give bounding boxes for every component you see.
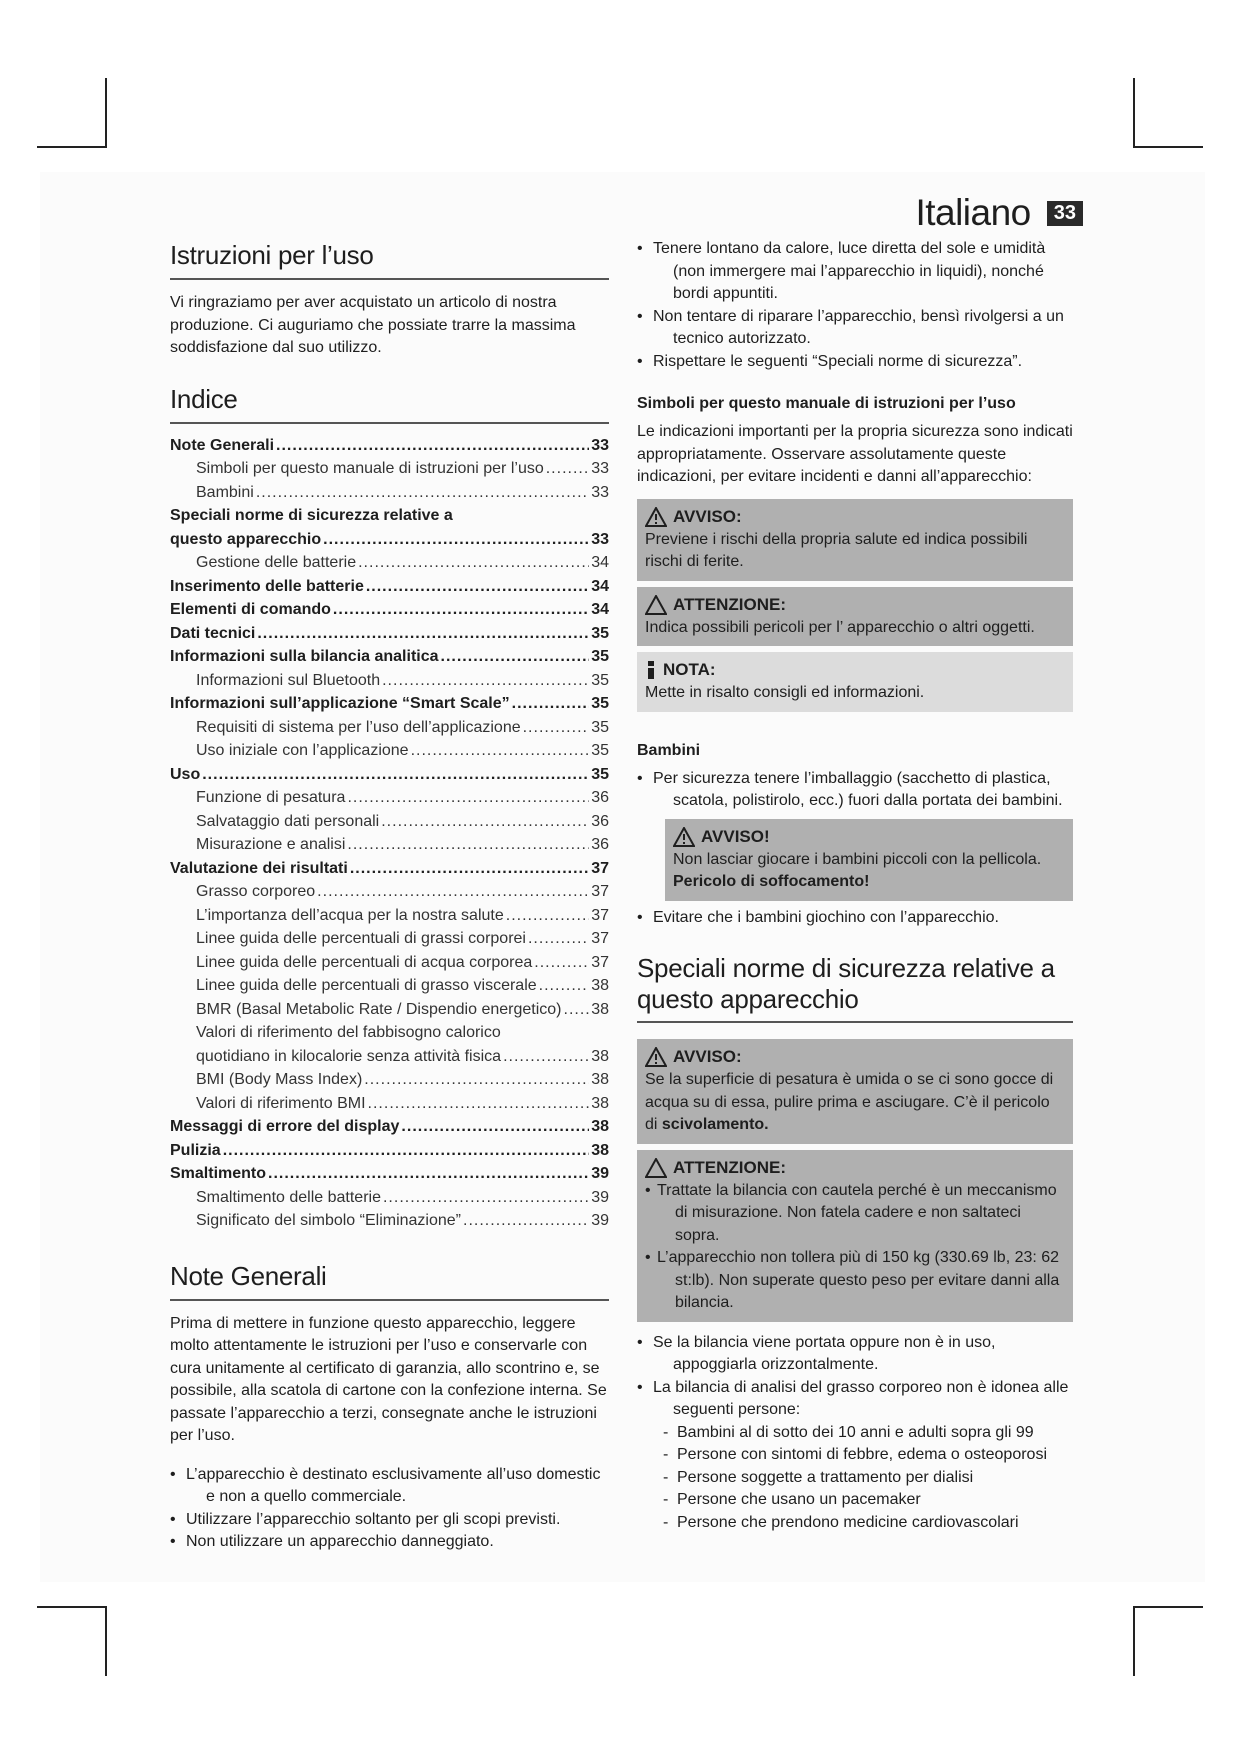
children-warning-emphasis: Pericolo di soffocamento! bbox=[673, 873, 870, 890]
toc-entry-title: Dati tecnici bbox=[170, 624, 256, 642]
toc-entry bbox=[170, 880, 609, 904]
toc-entry bbox=[170, 457, 609, 481]
toc-page-number: 38 bbox=[591, 1141, 609, 1159]
toc-entry-title: quotidiano in kilocalorie senza attività fisica bbox=[196, 1047, 502, 1065]
toc-entry bbox=[170, 645, 609, 669]
toc-entry-title: Linee guida delle percentuali di acqua corporea bbox=[196, 953, 533, 971]
crop-mark bbox=[1133, 1606, 1135, 1676]
toc-page-number: 35 bbox=[591, 624, 609, 642]
toc-leader-dots bbox=[256, 481, 589, 505]
toc-leader-dots bbox=[358, 551, 589, 575]
toc-page-number: 36 bbox=[591, 812, 609, 830]
toc-leader-dots bbox=[368, 1092, 590, 1116]
crop-mark bbox=[1133, 1606, 1203, 1608]
caution-icon bbox=[645, 1158, 667, 1178]
toc-entry-title: Linee guida delle percentuali di grasso viscerale bbox=[196, 977, 537, 994]
special-caution-box bbox=[637, 1150, 1073, 1322]
toc-entry bbox=[170, 951, 609, 975]
list-item: • Se la bilancia viene portata oppure non è in uso, appoggiarla orizzontalmente. bbox=[637, 1332, 1073, 1377]
toc-page-number: 37 bbox=[591, 953, 609, 971]
special-caution-list bbox=[645, 1180, 1065, 1315]
toc-entry-title: Smaltimento delle batterie bbox=[196, 1188, 381, 1206]
toc-page-number: 35 bbox=[591, 648, 609, 665]
toc-page-number: 37 bbox=[591, 883, 609, 900]
list-item: • Trattate la bilancia con cautela perché è un meccanismo di misurazione. Non fatela cadere e non saltateci sopra. bbox=[645, 1180, 1065, 1248]
caution-label: ATTENZIONE: bbox=[673, 594, 787, 614]
toc-entry bbox=[170, 1092, 609, 1116]
children-warning-label: AVVISO! bbox=[701, 826, 770, 846]
toc-entry-title: Pulizia bbox=[170, 1141, 221, 1159]
warning-label: AVVISO: bbox=[673, 506, 742, 526]
list-item: • L’apparecchio non tollera più di 150 kg (330.69 lb, 23: 62 st:lb). Non superate questo peso per evitare danni alla bilancia. bbox=[645, 1247, 1065, 1315]
toc-page-number: 35 bbox=[591, 742, 609, 759]
list-item: - Persone che usano un pacemaker bbox=[637, 1489, 1073, 1512]
toc-page-number: 33 bbox=[591, 436, 609, 454]
toc-entry bbox=[170, 763, 609, 787]
usage-list bbox=[637, 1332, 1073, 1422]
toc-leader-dots bbox=[383, 1186, 589, 1210]
toc-entry-title: Elementi di comando bbox=[170, 601, 331, 618]
toc-entry-title: Simboli per questo manuale di istruzioni per l’uso bbox=[196, 460, 544, 477]
toc-entry bbox=[170, 692, 609, 716]
toc-entry-title: Inserimento delle batterie bbox=[170, 577, 364, 595]
toc-entry-title: Linee guida delle percentuali di grassi corporei bbox=[196, 930, 526, 947]
toc-entry-title: Valutazione dei risultati bbox=[170, 859, 348, 877]
toc-page-number: 34 bbox=[591, 577, 609, 595]
toc-page-number: 38 bbox=[591, 1071, 609, 1088]
toc-leader-dots bbox=[463, 1209, 589, 1233]
toc-leader-dots bbox=[317, 880, 589, 904]
toc-leader-dots bbox=[381, 810, 589, 834]
toc-page-number: 36 bbox=[591, 789, 609, 806]
toc-leader-dots bbox=[364, 1068, 589, 1092]
toc-entry-title: L’importanza dell’acqua per la nostra salute bbox=[196, 906, 504, 924]
special-safety-title: Speciali norme di sicurezza relative a questo apparecchio bbox=[637, 953, 1073, 1023]
toc-entry-title: Messaggi di errore del display bbox=[170, 1118, 400, 1135]
toc-entry-title: Uso iniziale con l’applicazione bbox=[196, 742, 409, 759]
list-item: - Persone con sintomi di febbre, edema o osteoporosi bbox=[637, 1444, 1073, 1467]
warning-icon bbox=[673, 827, 695, 847]
toc-page-number: 35 bbox=[591, 765, 609, 783]
general-notes-text: Prima di mettere in funzione questo apparecchio, leggere molto attentamente le istruzioni per l’uso e conservarle con cura unitamente al certificato di garanzia, allo scontrino e, se possibile, alla scatola di cartone con la confezione interna. Se passate l’apparecchio a terzi, consegnate anche le istruzioni per l’uso. bbox=[170, 1314, 607, 1444]
toc-entry-title: Valori di riferimento BMI bbox=[196, 1094, 366, 1112]
toc-entry bbox=[170, 575, 609, 599]
general-notes-title: Note Generali bbox=[170, 1261, 609, 1301]
list-item: • L’apparecchio è destinato esclusivamente all’uso domestic e non a quello commerciale. bbox=[170, 1464, 609, 1509]
toc-entry-title: BMR (Basal Metabolic Rate / Dispendio energetico) bbox=[196, 1000, 562, 1018]
list-item: • Per sicurezza tenere l’imballaggio (sacchetto di plastica, scatola, polistirolo, ecc.) fuori dalla portata dei bambini. bbox=[637, 768, 1073, 813]
toc-entry bbox=[170, 857, 609, 881]
toc-leader-dots bbox=[323, 528, 589, 552]
warning-box bbox=[637, 499, 1073, 581]
right-column bbox=[637, 240, 1073, 1534]
toc-entry bbox=[170, 904, 609, 928]
toc-entry bbox=[170, 716, 609, 740]
children-warning-text: Non lasciar giocare i bambini piccoli con la pellicola. bbox=[673, 850, 1042, 868]
toc-entry bbox=[170, 1139, 609, 1163]
toc-entry-title: Gestione delle batterie bbox=[196, 554, 357, 571]
toc-page-number: 34 bbox=[591, 601, 609, 618]
list-item: • Rispettare le seguenti “Speciali norme di sicurezza”. bbox=[637, 351, 1073, 374]
index-title: Indice bbox=[170, 384, 609, 424]
list-item: • Evitare che i bambini giochino con l’apparecchio. bbox=[637, 907, 1073, 930]
toc-leader-dots bbox=[534, 951, 589, 975]
warning-text: Previene i rischi della propria salute ed indica possibili rischi di ferite. bbox=[645, 530, 1028, 570]
toc-entry-title: Salvataggio dati personali bbox=[196, 812, 380, 830]
toc-entry bbox=[170, 1115, 609, 1139]
symbols-heading: Simboli per questo manuale di istruzioni per l’uso bbox=[637, 395, 1016, 412]
toc-entry-title: Misurazione e analisi bbox=[196, 836, 346, 853]
special-warning-box bbox=[637, 1039, 1073, 1144]
toc-entry-title: Note Generali bbox=[170, 436, 275, 454]
toc-entry bbox=[170, 974, 609, 998]
toc-leader-dots bbox=[564, 998, 590, 1022]
toc-entry bbox=[170, 551, 609, 575]
toc-page-number: 37 bbox=[591, 859, 609, 877]
children-list-2 bbox=[637, 907, 1073, 930]
toc-page-number: 39 bbox=[591, 1165, 609, 1182]
toc-entry-title: Uso bbox=[170, 765, 201, 783]
toc-entry-title: Informazioni sull’applicazione “Smart Scale” bbox=[170, 695, 510, 712]
list-item: • La bilancia di analisi del grasso corporeo non è idonea alle seguenti persone: bbox=[637, 1377, 1073, 1422]
general-notes-list bbox=[170, 1464, 609, 1554]
toc-leader-dots bbox=[268, 1162, 589, 1186]
toc-page-number: 37 bbox=[591, 906, 609, 924]
toc-leader-dots bbox=[382, 669, 589, 693]
list-item: • Non tentare di riparare l’apparecchio, bensì rivolgersi a un tecnico autorizzato. bbox=[637, 306, 1073, 351]
toc-page-number: 37 bbox=[591, 930, 609, 947]
toc-entry bbox=[170, 622, 609, 646]
warning-icon bbox=[645, 507, 667, 527]
caution-icon bbox=[645, 595, 667, 615]
toc-entry bbox=[170, 1209, 609, 1233]
toc-entry-title: Funzione di pesatura bbox=[196, 789, 346, 806]
toc-page-number: 38 bbox=[591, 1047, 609, 1065]
crop-mark bbox=[1133, 146, 1203, 148]
toc-page-number: 39 bbox=[591, 1188, 609, 1206]
crop-mark bbox=[105, 78, 107, 148]
toc-entry-title: Bambini bbox=[196, 483, 254, 501]
toc-entry bbox=[170, 1186, 609, 1210]
toc-entry-title: Valori di riferimento del fabbisogno calorico bbox=[196, 1024, 501, 1041]
toc-entry-title: Informazioni sulla bilancia analitica bbox=[170, 648, 439, 665]
toc-entry bbox=[170, 528, 609, 552]
toc-page-number: 35 bbox=[591, 671, 609, 689]
toc-leader-dots bbox=[276, 434, 589, 458]
list-item: • Non utilizzare un apparecchio danneggiato. bbox=[170, 1531, 609, 1554]
toc-leader-dots bbox=[512, 692, 590, 716]
left-column bbox=[170, 240, 609, 1554]
note-text: Mette in risalto consigli ed informazioni. bbox=[645, 684, 925, 701]
toc-page-number: 38 bbox=[591, 1118, 609, 1135]
page-number: 33 bbox=[1047, 201, 1083, 226]
list-item: - Persone che prendono medicine cardiovascolari bbox=[637, 1512, 1073, 1535]
toc-leader-dots bbox=[441, 645, 590, 669]
children-list bbox=[637, 768, 1073, 813]
caution-text: Indica possibili pericoli per l’ apparecchio o altri oggetti. bbox=[645, 618, 1035, 636]
special-warning-text: Se la superficie di pesatura è umida o se ci sono gocce di acqua su di essa, pulire prima e asciugare. C’è il pericolo di bbox=[645, 1071, 1054, 1133]
toc-page-number: 33 bbox=[591, 483, 609, 501]
special-warning-emphasis: scivolamento. bbox=[661, 1116, 769, 1133]
toc-leader-dots bbox=[506, 904, 589, 928]
caution-box bbox=[637, 587, 1073, 647]
toc-entry bbox=[170, 598, 609, 622]
toc-page-number: 35 bbox=[591, 695, 609, 712]
list-item: - Persone soggette a trattamento per dialisi bbox=[637, 1467, 1073, 1490]
toc-entry bbox=[170, 481, 609, 505]
toc-entry bbox=[170, 504, 609, 528]
list-item: • Utilizzare l’apparecchio soltanto per gli scopi previsti. bbox=[170, 1509, 609, 1532]
toc-page-number: 34 bbox=[591, 554, 609, 571]
warning-icon bbox=[645, 1047, 667, 1067]
toc-entry-title: BMI (Body Mass Index) bbox=[196, 1071, 363, 1088]
manual-title: Istruzioni per l’uso bbox=[170, 240, 609, 280]
toc-entry bbox=[170, 434, 609, 458]
crop-mark bbox=[1133, 78, 1135, 148]
list-item: • Tenere lontano da calore, luce diretta del sole e umidità (non immergere mai l’apparecchio in liquidi), nonché bordi appuntiti. bbox=[637, 238, 1073, 306]
toc-entry-title: Requisiti di sistema per l’uso dell’applicazione bbox=[196, 718, 521, 736]
toc-page-number: 38 bbox=[591, 1094, 609, 1112]
safety-list bbox=[637, 238, 1073, 373]
list-item: - Bambini al di sotto dei 10 anni e adulti sopra gli 99 bbox=[637, 1422, 1073, 1445]
toc-leader-dots bbox=[401, 1115, 589, 1139]
toc-entry bbox=[170, 927, 609, 951]
toc-entry-title: Grasso corporeo bbox=[196, 883, 316, 900]
toc-entry bbox=[170, 810, 609, 834]
toc-leader-dots bbox=[202, 763, 589, 787]
toc-leader-dots bbox=[539, 974, 590, 998]
toc-page-number: 38 bbox=[591, 977, 609, 994]
toc-entry bbox=[170, 1068, 609, 1092]
toc-leader-dots bbox=[528, 927, 589, 951]
symbols-text: Le indicazioni importanti per la propria sicurezza sono indicati appropriatamente. Osservare assolutamente queste indicazioni, per evitare incidenti e danni all’apparecchio: bbox=[637, 423, 1073, 485]
toc-page-number: 35 bbox=[591, 718, 609, 736]
toc-entry-title: Informazioni sul Bluetooth bbox=[196, 671, 381, 689]
toc-leader-dots bbox=[347, 833, 589, 857]
toc-page-number: 39 bbox=[591, 1212, 609, 1229]
toc-page-number: 33 bbox=[591, 530, 609, 548]
toc-leader-dots bbox=[523, 716, 590, 740]
toc-entry-title: Significato del simbolo “Eliminazione” bbox=[196, 1212, 462, 1229]
toc-leader-dots bbox=[347, 786, 589, 810]
toc-entry bbox=[170, 1162, 609, 1186]
special-warning-label: AVVISO: bbox=[673, 1047, 742, 1066]
toc-page-number: 33 bbox=[591, 460, 609, 477]
crop-mark bbox=[37, 146, 107, 148]
toc-leader-dots bbox=[503, 1045, 589, 1069]
toc-page-number: 36 bbox=[591, 836, 609, 853]
toc-leader-dots bbox=[223, 1139, 590, 1163]
info-icon bbox=[645, 660, 657, 680]
toc-leader-dots bbox=[411, 739, 590, 763]
children-warning-box bbox=[665, 819, 1073, 901]
special-caution-label: ATTENZIONE: bbox=[673, 1157, 787, 1177]
toc-entry bbox=[170, 998, 609, 1022]
intro-text: Vi ringraziamo per aver acquistato un articolo di nostra produzione. Ci auguriamo che possiate trarre la massima soddisfazione dal suo utilizzo. bbox=[170, 294, 576, 356]
toc-leader-dots bbox=[366, 575, 589, 599]
toc-entry-title: questo apparecchio bbox=[170, 530, 322, 548]
page-header bbox=[915, 192, 1083, 234]
crop-mark bbox=[37, 1606, 107, 1608]
crop-mark bbox=[105, 1606, 107, 1676]
language-title: Italiano bbox=[915, 192, 1031, 233]
toc-leader-dots bbox=[546, 457, 589, 481]
toc-leader-dots bbox=[350, 857, 589, 881]
table-of-contents bbox=[170, 434, 609, 1233]
toc-entry bbox=[170, 1021, 609, 1045]
excluded-persons-list bbox=[637, 1422, 1073, 1535]
toc-leader-dots bbox=[333, 598, 589, 622]
toc-entry bbox=[170, 739, 609, 763]
note-box bbox=[637, 652, 1073, 712]
toc-entry-title: Smaltimento bbox=[170, 1165, 267, 1182]
toc-entry bbox=[170, 833, 609, 857]
toc-entry-title: Speciali norme di sicurezza relative a bbox=[170, 507, 453, 524]
toc-page-number: 38 bbox=[591, 1000, 609, 1018]
toc-leader-dots bbox=[257, 622, 589, 646]
toc-entry bbox=[170, 1045, 609, 1069]
note-label: NOTA: bbox=[663, 660, 716, 679]
toc-entry bbox=[170, 669, 609, 693]
toc-entry bbox=[170, 786, 609, 810]
children-heading: Bambini bbox=[637, 741, 701, 759]
